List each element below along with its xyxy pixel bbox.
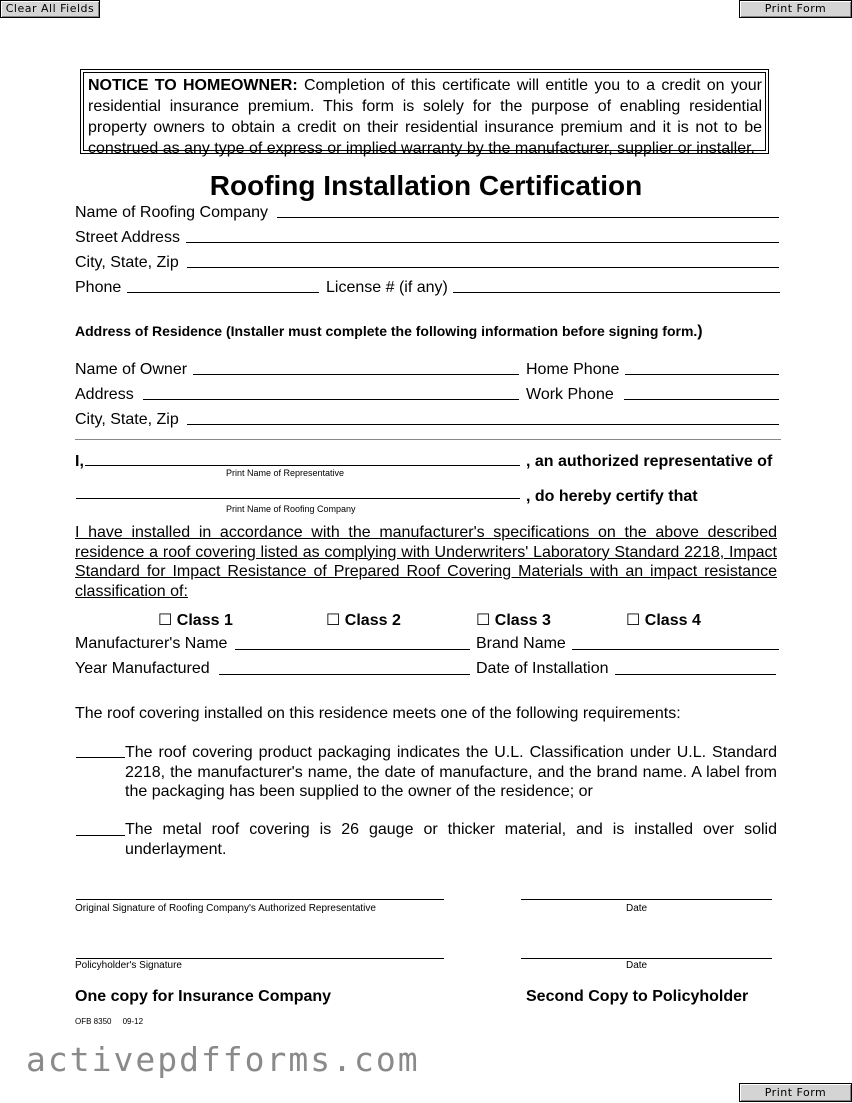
company-phone-label: Phone: [75, 279, 122, 296]
representative-signature-line: [76, 899, 444, 900]
checkbox-icon: ☐: [158, 612, 173, 629]
checkbox-icon: ☐: [326, 612, 341, 629]
policyholder-signature-caption: Policyholder's Signature: [75, 960, 182, 971]
policyholder-date-caption: Date: [626, 960, 648, 971]
roofing-company-name-label: Name of Roofing Company: [75, 204, 268, 221]
option-1-initial-field[interactable]: [77, 740, 128, 760]
requirements-intro: The roof covering installed on this residence meets one of the following requirements:: [75, 705, 681, 722]
hereby-certify-text: , do hereby certify that: [526, 488, 698, 505]
residence-city-state-zip-field[interactable]: [190, 406, 780, 426]
residence-address-field[interactable]: [146, 381, 520, 401]
certification-statement: I have installed in accordance with the manufacturer's specifications on the above described residence a roof covering listed as complying with Underwriters' Laboratory Standard 2218, Impact Standard for Impact Resistance of Prepared Roof Covering Materials with an impact resistance classification of:: [75, 524, 777, 600]
certify-i-label: I,: [75, 453, 84, 470]
brand-name-label: Brand Name: [476, 635, 566, 652]
company-city-state-zip-field[interactable]: [190, 249, 780, 269]
home-phone-field[interactable]: [628, 356, 780, 376]
owner-name-label: Name of Owner: [75, 361, 188, 378]
class-4-checkbox[interactable]: ☐ Class 4: [626, 612, 701, 629]
checkbox-icon: ☐: [626, 612, 641, 629]
option-1-text: The roof covering product packaging indicates the U.L. Classification under U.L. Standard 2218, the manufacturer's name, the date of manufacture, and the brand name. A label from the packaging has been supplied to the owner of the residence; or: [125, 744, 777, 800]
residence-section-heading: Address of Residence (Installer must complete the following information before signing form.): [75, 323, 703, 340]
class-2-checkbox[interactable]: ☐ Class 2: [326, 612, 401, 629]
option-2-text: The metal roof covering is 26 gauge or thicker material, and is installed over solid underlayment.: [125, 821, 777, 858]
print-form-button-top[interactable]: Print Form: [739, 0, 852, 18]
policyholder-copy-note: Second Copy to Policyholder: [526, 988, 749, 1005]
license-number-label: License # (if any): [326, 279, 448, 296]
form-title: Roofing Installation Certification: [209, 170, 643, 201]
insurance-copy-note: One copy for Insurance Company: [75, 988, 332, 1005]
policyholder-signature-line: [76, 958, 444, 959]
class-1-checkbox[interactable]: ☐ Class 1: [158, 612, 233, 629]
year-manufactured-label: Year Manufactured: [75, 660, 210, 677]
representative-date-line: [521, 899, 772, 900]
brand-name-field[interactable]: [575, 631, 780, 651]
company-phone-field[interactable]: [130, 274, 320, 294]
residence-city-state-zip-label: City, State, Zip: [75, 411, 179, 428]
date-of-installation-field[interactable]: [618, 656, 777, 676]
representative-date-caption: Date: [626, 903, 648, 914]
manufacturer-name-field[interactable]: [238, 631, 471, 651]
policyholder-date-line: [521, 958, 772, 959]
year-manufactured-field[interactable]: [222, 656, 471, 676]
company-city-state-zip-label: City, State, Zip: [75, 254, 179, 271]
residence-address-label: Address: [75, 386, 134, 403]
section-divider: [75, 439, 781, 440]
checkbox-icon: ☐: [476, 612, 491, 629]
company-street-address-label: Street Address: [75, 229, 180, 246]
notice-body: Completion of this certificate will entitle you to a credit on your residential insurance premium. This form is solely for the purpose of enabling residential property owners to obtain a credit on their residential insurance premium and it is not to be construed as any type of express or implied warranty by the manufacturer, supplier or installer.: [88, 77, 762, 157]
roofing-company-name-field[interactable]: [280, 199, 780, 219]
home-phone-label: Home Phone: [526, 361, 620, 378]
owner-name-field[interactable]: [196, 356, 520, 376]
work-phone-label: Work Phone: [526, 386, 614, 403]
company-street-address-field[interactable]: [189, 224, 780, 244]
form-code: OFB 8350 09-12: [75, 1017, 144, 1026]
authorized-representative-text: , an authorized representative of: [526, 453, 773, 470]
representative-name-field[interactable]: [90, 447, 522, 467]
print-form-button-bottom[interactable]: Print Form: [739, 1083, 852, 1102]
site-watermark: activepdfforms.com: [26, 1040, 420, 1079]
class-3-checkbox[interactable]: ☐ Class 3: [476, 612, 551, 629]
representative-signature-caption: Original Signature of Roofing Company's Authorized Representative: [75, 903, 376, 914]
manufacturer-name-label: Manufacturer's Name: [75, 635, 228, 652]
date-of-installation-label: Date of Installation: [476, 660, 609, 677]
company-name-print-caption: Print Name of Roofing Company: [226, 504, 356, 514]
license-number-field[interactable]: [456, 274, 781, 294]
notice-heading: NOTICE TO HOMEOWNER:: [88, 77, 298, 94]
homeowner-notice-box: [80, 69, 769, 157]
option-2-initial-field[interactable]: [77, 818, 128, 838]
work-phone-field[interactable]: [627, 381, 780, 401]
company-name-print-field[interactable]: [79, 480, 521, 500]
clear-all-fields-button[interactable]: Clear All Fields: [0, 0, 100, 18]
homeowner-notice-inner: [83, 72, 766, 157]
representative-name-caption: Print Name of Representative: [226, 468, 345, 478]
